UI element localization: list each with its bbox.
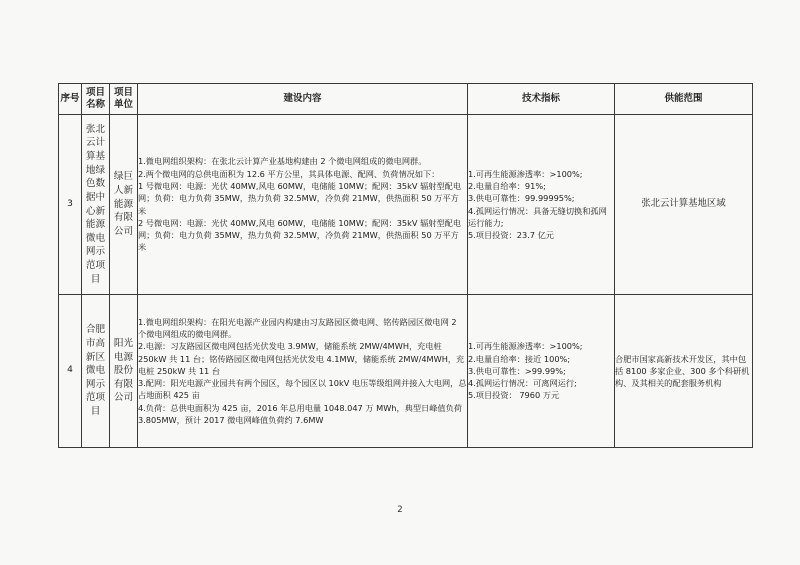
row-content <box>138 115 468 295</box>
row-project-unit: 绿巨人新能源有限公司 <box>110 115 138 295</box>
tech-line: 5.项目投资：23.7 亿元 <box>468 230 554 241</box>
content-line: 2.两个微电网的总供电面积为 12.6 平方公里，其具体电源、配网、负荷情况如下： <box>138 168 440 179</box>
row-content <box>138 295 468 448</box>
content-line: 1 号微电网：电源：光伏 40MW,风电 60MW，电储能 10MW；配网：35kV 辐射型配电网；负荷：电力负荷 35MW，热力负荷 32.5MW，冷负荷 21MW，供热面积 50 万平方米 <box>138 180 462 216</box>
tech-line: 2.电量自给率：91%; <box>468 180 546 191</box>
tech-line: 5.项目投资： 7960 万元 <box>468 390 560 401</box>
tech-line: 4.孤网运行情况：可离网运行; <box>468 378 577 389</box>
tech-line: 1.可再生能源渗透率：>100%; <box>468 168 583 179</box>
page-number: 2 <box>397 505 403 515</box>
table-row <box>59 295 753 448</box>
header-name: 项目名称 <box>82 84 110 115</box>
row-tech <box>468 295 615 448</box>
header-tech: 技术指标 <box>468 84 615 115</box>
header-scope: 供能范围 <box>615 84 753 115</box>
row-scope: 合肥市国家高新技术开发区，其中包括 8100 多家企业、300 多个科研机构、及其相关的配套服务机构 <box>615 295 753 448</box>
row-project-name: 合肥市高新区微电网示范项目 <box>82 295 110 448</box>
tech-line: 3.供电可靠性：>99.99%; <box>468 365 566 376</box>
tech-line: 2.电量自给率：接近 100%; <box>468 353 571 364</box>
content-line: 1.微电网组织架构：在阳光电源产业园内构建由习友路园区微电网、铭传路园区微电网 2 个微电网组成的微电网群。 <box>138 316 457 339</box>
project-table <box>58 83 753 448</box>
row-seq: 3 <box>59 115 82 295</box>
tech-line: 1.可再生能源渗透率：>100%; <box>468 341 583 352</box>
row-project-unit: 阳光电源股份有限公司 <box>110 295 138 448</box>
tech-line: 4.孤网运行情况：具备无缝切换和孤网运行能力; <box>468 205 607 228</box>
content-line: 1.微电网组织架构：在张北云计算产业基地构建由 2 个微电网组成的微电网群。 <box>138 156 427 167</box>
row-tech <box>468 115 615 295</box>
row-project-name: 张北云计算基地绿色数据中心新能源微电网示范项目 <box>82 115 110 295</box>
table-header-row <box>59 84 753 115</box>
content-line: 3.配网：阳光电源产业园共有两个园区，每个园区以 10kV 电压等级组网并接入大电网，总占地面积 425 亩 <box>138 378 467 401</box>
row-seq: 4 <box>59 295 82 448</box>
content-line: 4.负荷：总供电面积为 425 亩，2016 年总用电量 1048.047 万 MWh，典型日峰值负荷 3.805MW，预计 2017 微电网峰值负荷约 7.6MW <box>138 402 462 426</box>
header-content: 建设内容 <box>138 84 468 115</box>
header-unit: 项目单位 <box>110 84 138 115</box>
tech-line: 3.供电可靠性：99.99995%; <box>468 193 575 204</box>
table-row <box>59 115 753 295</box>
content-line: 2.电源：习友路园区微电网包括光伏发电 3.9MW，储能系统 2MW/4MWH，充电桩 250kW 共 11 台；铭传路园区微电网包括光伏发电 4.1MW，储能系统 2MW/4MWH，充电桩 250kW 共 11 台 <box>138 341 465 376</box>
row-scope: 张北云计算基地区域 <box>615 115 753 295</box>
content-line: 2 号微电网：电源：光伏 40MW,风电 60MW，电储能 10MW；配网：35kV 辐射型配电网；负荷：电力负荷 35MW，热力负荷 32.5MW，冷负荷 21MW，供热面积 50 万平方米 <box>138 217 462 253</box>
header-seq: 序号 <box>59 84 82 115</box>
